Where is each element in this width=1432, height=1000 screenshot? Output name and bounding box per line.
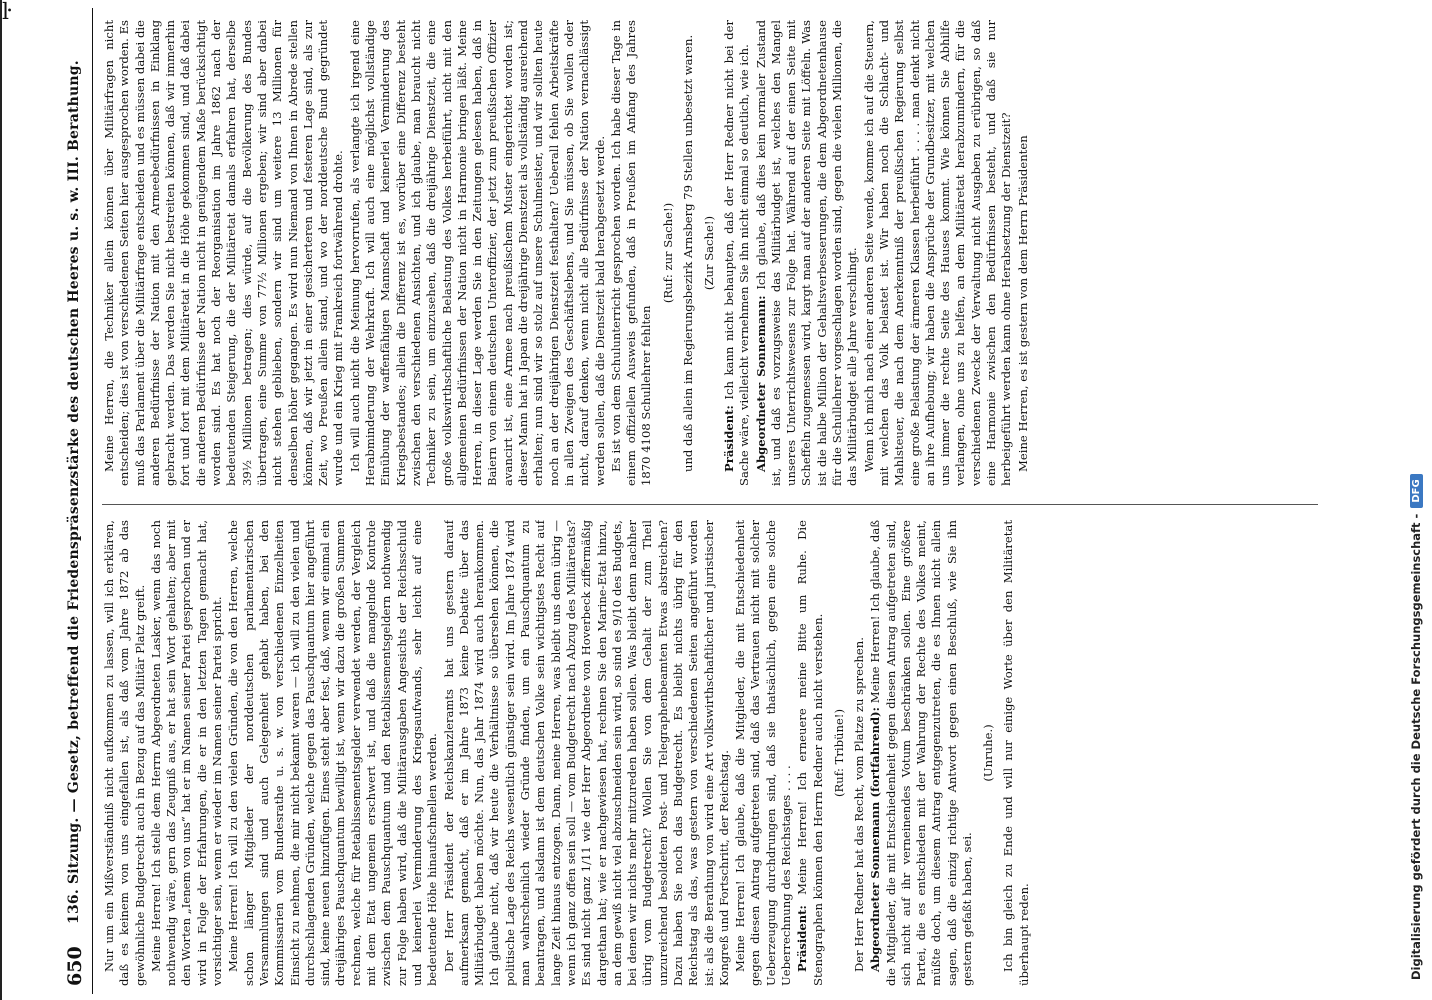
scan-edge (0, 0, 10, 1000)
paragraph-text: Ich bin gleich zu Ende und will nur einige Worte über den Militäretat überhaupt reden. (1001, 520, 1031, 986)
paragraph (681, 20, 696, 486)
paragraph (609, 20, 655, 486)
paragraph (442, 520, 733, 986)
page-header (58, 8, 93, 994)
paragraph-text: Ich kann nicht behaupten, daß der Herr Redner nicht bei der Sache wäre, vielleicht vernehmen Sie ihn nicht einmal so deutlich, wie ich. (721, 20, 752, 486)
paragraph-text: Meine Herren! Ich will zu den vielen Gründen, die von den Herren, welche schon länger Mitglieder der norddeutschen parlamentarischen Versammlungen sind und auch Gelegenheit gehabt haben, bei den Kommissarien vom Bundesrathe u. s. w. von verschiedenen Einzelheiten Einsicht zu nehmen, die mir nicht bekannt waren — ich will zu den vielen und durchschlagenden Gründen, welche gegen das Pauschquantum hier angeführt sind, keine neuen hinzufügen. Eines steht aber fest, daß, wenn wir einmal ein dreijähriges Pauschquantum bewilligt ist, wenn wir dazu die großen Summen rechnen, welche für Retablissementsgelder verwendet werden, der Vergleich mit dem Etat ungemein erschwert ist, und daß die mangelnde Kontrole zwischen dem Pauschquantum und den Retablissementsgeldern nothwendig zur Folge haben wird, daß die Militärausgaben Angesichts der Reichsschuld und keinerlei Verminderung des Kriegsaufwands, sehr leicht auf eine bedeutende Höhe hinaufschnellen werden. (226, 520, 440, 986)
interjection: (Ruf: Tribüne!) (831, 709, 846, 797)
speaker-name: Präsident: (795, 905, 810, 972)
paragraph-text: Es ist von dem Schulunterricht gesprochen worden. Ich habe dieser Tage in einem offiziellen Ausweis gefunden, daß in Preußen im Anfang des Jahres 1870 4108 Schullehrer fehlten (608, 20, 654, 486)
column-divider (102, 504, 1318, 505)
interjection: (Ruf: zur Sache!) (660, 202, 675, 304)
paragraph-text: und daß allein im Regierungsbezirk Arnsberg 79 Stellen unbesetzt waren. (680, 34, 695, 472)
paragraph (102, 20, 347, 486)
paragraph-text: Wenn ich mich nach einer anderen Seite wende, komme ich auf die Steuern, mit welchen das Volk belastet ist. Wir haben noch die Schlacht- und Mahlsteuer, die nach dem Anerkenntniß der preußischen Regierung selbst eine große Belastung der ärmeren Klassen herbeiführt . . . . man denkt nicht an ihre Aufhebung; wir haben die Ansprüche der Grundbesitzer, mit welchen uns immer die rechte Seite des Hauses kommt. Wie können Sie Abhilfe verlangen, ohne uns zu helfen, an dem Militäretat herabzumindern, für die verschiedenen Zwecke der Verwaltung nicht Ausgaben zu erübrigen, so daß eine Harmonie zwischen den Bedürfnissen besteht, und daß sie nur herbeigeführt werden kann ohne Herabsetzung der Dienstzeit? (861, 20, 1014, 486)
paragraph (1016, 20, 1031, 486)
paragraph-text: Der Herr Redner hat das Recht, vom Platze zu sprechen. (851, 637, 866, 972)
left-column (102, 520, 1328, 986)
paragraph (733, 520, 794, 986)
paragraph-text: Meine Herren! Ich stelle dem Herrn Abgeordneten Lasker, wenn das noch nothwendig wäre, gern das Zeugniß aus, er hat sein Wort gehalten; aber mit den Worten „Ienem von uns“ hat er im Namen seiner Partei gesprochen und er wird in Folge der Erfahrungen, die er in den letzten Tagen gemacht hat, vorsichtiger sein, wenn er wieder im Namen seiner Partei spricht. (148, 520, 225, 986)
paragraph (862, 20, 1015, 486)
paragraph-text: Ich glaube, daß dies kein normaler Zustand ist, und daß es vorzugsweise das Militärbudget ist, welches den Mangel unseres Unterrichtswesens zur Folge hat. Während auf der einen Seite mit Scheffeln zugemessen wird, kargt man auf der anderen Seite mit Löffeln. Was ist die halbe Million der Gehaltsverbesserungen, die dem Abgeordnetenhause für die Schullehrer vorgeschlagen worden sind, gegen die vielen Millionen, die das Militärbudget alle Jahre verschlingt. (753, 20, 860, 486)
page-number: 650 (64, 946, 86, 986)
interjection: (Zur Sache!) (701, 215, 716, 291)
paragraph-text: Meine Herren, die Techniker allein können über Militärfragen nicht entscheiden; dies ist von verschiedenen Seiten hier ausgesprochen worden. Es muß das Parlament über die Militärfrage entscheiden und es müssen dabei die anderen Bedürfnisse der Nation mit den Armeebedürfnissen in Einklang gebracht werden. Das werden Sie nicht bestreiten können, daß wir immerhin fort und fort mit dem Militäretat in die Höhe gekommen sind, und daß dabei die anderen Bedürfnisse der Nation nicht in genügendem Maße berücksichtigt worden sind. Es hat noch der Reorganisation im Jahre 1862 nach der bedeutenden Steigerung, die der Militäretat damals erfahren hat, derselbe 39½ Millionen betragen; dies würde, auf die Bevölkerung des Bundes übertragen, eine Summe von 77½ Millionen ergeben; wir sind aber dabei nicht stehen geblieben, sondern wir sind um weitere 13 Millionen für denselben höher gegangen. Es wird nun Niemand von Ihnen in Abrede stellen können, daß wir jetzt in einer gesicherteren und festeren Lage sind, als zur Zeit, wo Preußen allein stand, und wo der norddeutsche Bund gegründet wurde und ein Krieg mit Frankreich fortwährend drohte. (102, 20, 346, 486)
dfg-logo: DFG (1410, 474, 1423, 507)
paragraph (149, 520, 225, 986)
corner-mark: ŀ (2, 0, 10, 25)
paragraph (722, 20, 753, 486)
paragraph-text: Meine Herren! Ich glaube, daß die Mitglieder, die mit Entschiedenheit gegen diesen Antrag aufgetreten sind, sich nicht auf ihr verneinendes Votum beschränken sollen. Eine größere Partei, die es entschieden mit der Wahrung der Rechte des Volkes meint, müßte doch, um diesem Antrag entgegenzutreten, die es Ihnen nicht allein sagen, daß die einzig richtige Antwort gegen einen Beschluß, wie Sie ihn gestern gefaßt haben, sei. (868, 520, 975, 986)
paragraph-text: Ich will auch nicht die Meinung hervorrufen, als verlangte ich irgend eine Herabminderung der Wehrkraft. Ich will auch eine möglichst vollständige Einübung der waffenfähigen Mannschaft und keinerlei Verminderung des Kriegsbestandes; allein die Differenz ist es, worüber eine Differenz besteht zwischen den verschiedenen Ansichten, und ich glaube, man braucht nicht Techniker zu sein, um einzusehen, daß die dreijährige Dienstzeit, die eine große volkswirthschaftliche Belastung des Volkes herbeiführt, nicht mit den allgemeinen Bedürfnissen der Nation nicht in Harmonie bringen läßt. Meine Herren, in dieser Lage werden Sie in den Zeitungen gelesen haben, daß in Baiern von einem deutschen Unteroffizier, der jetzt zum preußischen Offizier avancirt ist, eine Armee nach preußischem Muster eingerichtet worden ist; dieser Mann hat in Japan die dreijährige Dienstzeit als vollständig ausreichend erhalten; nun sind wir so stolz auf unsere Schulmeister, und wir sollten heute noch an der dreijährigen Dienstzeit festhalten? Ueberall fehlen Arbeitskräfte in allen Zweigen des Geschäftslebens, und Sie müssen, ob Sie wollen oder nicht, darauf denken, wenn nicht alle Bedürfnisse der Nation vernachlässigt werden sollen, daß die Dienstzeit bald herabgesetzt werde. (347, 20, 607, 486)
dfg-watermark (1402, 20, 1430, 980)
paragraph-text: Meine Herren! Ich glaube, daß die Mitglieder, die mit Entschiedenheit gegen diesen Antrag aufgetreten sind, daß das Vertrauen nicht mit solcher Ueberzeugung durchdrungen sind, daß sie thatsächlich, gegen eine solche Ueberrechnung des Reichstages . . . . (733, 520, 794, 986)
interjection: (Unruhe.) (981, 724, 996, 782)
paragraph (868, 520, 975, 986)
paragraph (348, 20, 608, 486)
paragraph (1001, 520, 1032, 986)
speaker-name: Abgeordneter Sonnemann: (753, 295, 768, 472)
speaker-name: Präsident: (721, 405, 736, 472)
speaker-name: Abgeordneter Sonnemann (fortfahrend): (868, 707, 883, 972)
running-head: 136. Sitzung. — Gesetz, betreffend die Friedenspräsenzstärke des deutschen Heeres u. s. w. III. Berathung. (66, 60, 82, 924)
rotated-page-content (58, 8, 1328, 994)
paragraph (795, 520, 826, 986)
paragraph-text: Nur um ein Mißverständniß nicht aufkommen zu lassen, will ich erklären, daß es keinem von uns eingefallen ist, als daß vom Jahre 1872 ab das gewöhnliche Budgetrecht auch in Bezug auf das Militär Platz greift. (102, 520, 147, 986)
paragraph-text: Der Herr Präsident der Reichskanzleramts hat uns gestern darauf aufmerksam gemacht, daß er im Jahre 1873 keine Debatte über das Militärbudget haben möchte. Nun, das Jahr 1874 wird auch herankommen. Ich glaube nicht, daß wir heute die Verhältnisse so übersehen können, die politische Lage des Reichs wesentlich günstiger sein wird. Im Jahre 1874 wird man wahrscheinlich wieder Gründe finden, um ein Pauschquantum zu beantragen, und alsdann ist dem deutschen Volke sein wichtigstes Recht auf lange Zeit hinaus entzogen. Dann, meine Herren, was bleibt uns denn übrig — wenn ich ganz offen sein soll — vom Budgetrecht nach Abzug des Militäretats? Es sind nicht ganz 1/11 wie der Herr Abgeordnete von Hoverbeck ziffermäßig dargethan hat; wie er nachgewiesen hat, rechnen Sie den Marine-Etat hinzu, an dem gewiß nicht viel abzuschneiden sein wird, so sind es 9/10 des Budgets, bei denen wir nichts mehr mitzureden haben sollen. Was bleibt denn nachher übrig vom Budgetrecht? Wollen Sie von dem Gehalt der zum Theil unzureichend besoldeten Post- und Telegraphenbeamten Etwas abstreichen? Dazu haben Sie noch das Budgetrecht. Es bleibt nichts übrig für den Reichstag als das, was gestern von verschiedenen Seiten angeführt worden ist: als die Berathung von wird eine Art volkswirthschaftlicher und juristischer Kongreß und Fortschritt, der Reichstag. (441, 520, 731, 986)
paragraph (852, 520, 867, 986)
paragraph-text: Meine Herren! Ich erneuere meine Bitte um Ruhe. Die Stenographen können den Herrn Redner auch nicht verstehen. (795, 520, 825, 986)
text-columns (102, 8, 1328, 994)
document-page (58, 8, 1328, 994)
right-column (102, 20, 1328, 486)
paragraph (754, 20, 861, 486)
paragraph-text: Meine Herren, es ist gestern von dem Herrn Präsidenten (1015, 135, 1030, 472)
paragraph (102, 520, 148, 986)
paragraph (226, 520, 440, 986)
watermark-text: Digitalisierung gefördert durch die Deutsche Forschungsgemeinschaft - (1409, 513, 1423, 980)
